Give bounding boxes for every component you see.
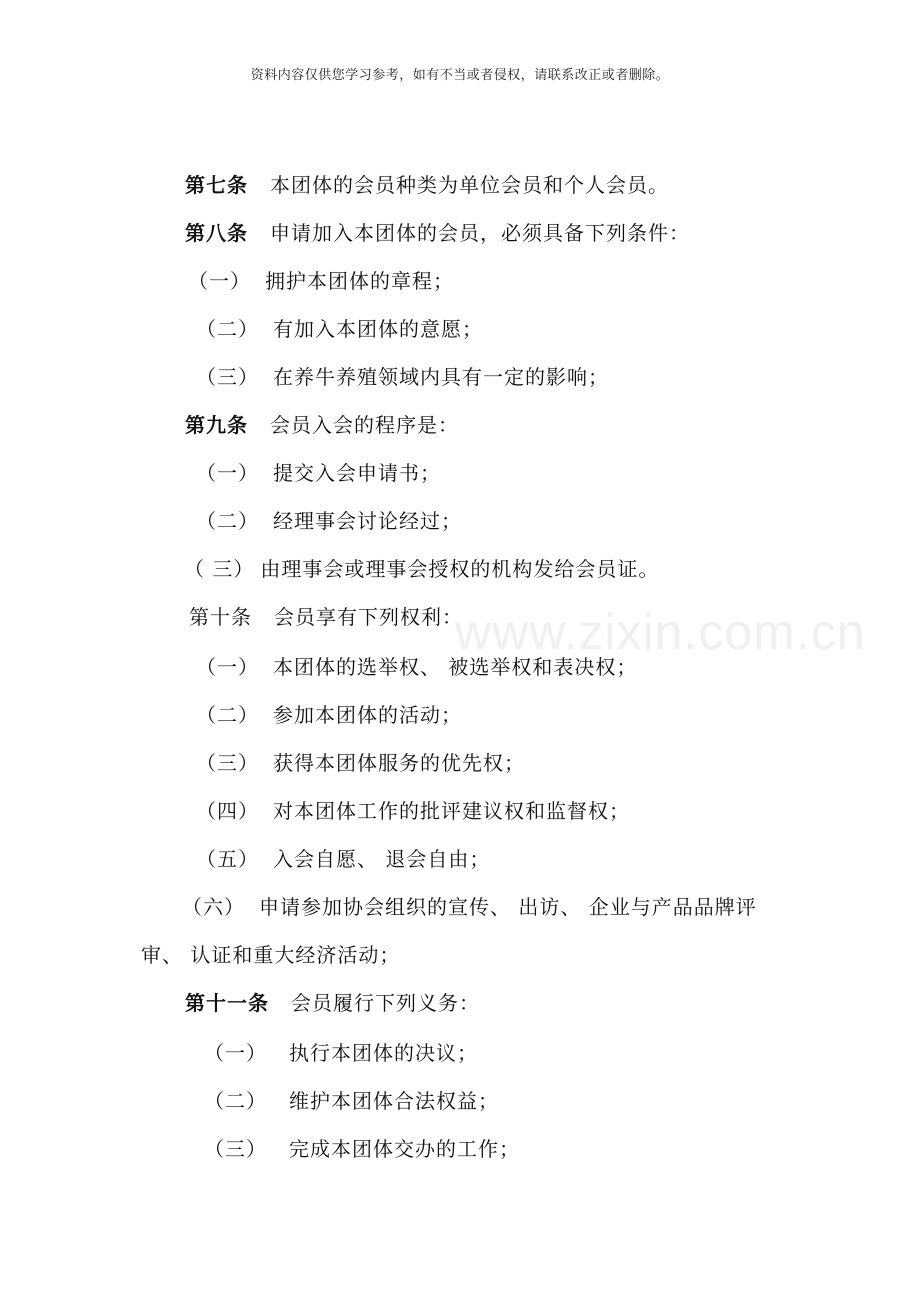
article-10-item-6 [182,894,757,920]
item-number: （二） [196,703,259,727]
article-10-item-2 [196,702,462,728]
article-10-text: 会员享有下列权利： [274,605,463,629]
item-text: 提交入会申请书； [273,461,441,485]
item-number: （一） [188,269,251,293]
item-text: 完成本团体交办的工作； [289,1137,520,1161]
article-10-item-3 [196,750,525,776]
item-text: 本团体的选举权、 被选举权和表决权； [273,655,638,679]
article-9-item-1 [196,460,441,486]
item-number: （六） [182,895,245,919]
article-7-text: 本团体的会员种类为单位会员和个人会员。 [270,173,669,197]
item-text: 入会自愿、 退会自由； [273,847,491,871]
item-number: （二） [196,317,259,341]
article-10 [189,604,463,630]
item-text: 参加本团体的活动； [273,703,462,727]
article-9-label: 第九条 [185,413,248,437]
item-number: （二） [204,1089,267,1113]
item-text: 获得本团体服务的优先权； [273,751,525,775]
item-number: （三） [196,751,259,775]
item-text: 执行本团体的决议； [289,1041,478,1065]
article-8-item-3 [196,364,609,390]
article-10-item-1 [196,654,637,680]
article-10-item-5 [196,846,490,872]
article-11-label: 第十一条 [185,991,269,1015]
article-11-item-3 [204,1136,520,1162]
item-text-continuation: 审、 认证和重大经济活动； [141,943,401,967]
item-text: 拥护本团体的章程； [265,269,454,293]
item-number: （四） [196,799,259,823]
item-number: （二） [196,509,259,533]
item-text: 维护本团体合法权益； [289,1089,499,1113]
item-number: （三） [196,365,259,389]
article-10-label: 第十条 [189,605,252,629]
item-number: （三） [204,1137,267,1161]
article-7 [185,172,669,198]
article-10-item-6-continuation [141,942,400,968]
article-8-item-2 [196,316,483,342]
page-header-disclaimer: 资料内容仅供您学习参考，如有不当或者侵权，请联系改正或者删除。 [250,68,670,83]
watermark: www.zixin.com.cn [455,604,866,660]
article-8-text: 申请加入本团体的会员，必须具备下列条件： [270,221,690,245]
item-text: 在养牛养殖领域内具有一定的影响； [273,365,609,389]
item-text: 申请参加协会组织的宣传、 出访、 企业与产品品牌评 [259,895,757,919]
item-number: （一） [196,655,259,679]
article-8-label: 第八条 [185,221,248,245]
item-number: （一） [204,1041,267,1065]
article-7-label: 第七条 [185,173,248,197]
article-10-item-4 [196,798,630,824]
article-9-text: 会员入会的程序是： [270,413,459,437]
article-8-item-1 [188,268,454,294]
item-text: 有加入本团体的意愿； [273,317,483,341]
item-number: （ 三） [184,557,255,581]
article-9-item-2 [196,508,462,534]
item-number: （五） [196,847,259,871]
item-text: 由理事会或理事会授权的机构发给会员证。 [260,557,660,581]
item-text: 对本团体工作的批评建议权和监督权； [273,799,630,823]
article-9-item-3 [184,556,659,582]
article-11-item-2 [204,1088,499,1114]
item-number: （一） [196,461,259,485]
article-11 [185,990,480,1016]
article-11-text: 会员履行下列义务： [291,991,480,1015]
article-11-item-1 [204,1040,478,1066]
article-8 [185,220,690,246]
article-9 [185,412,459,438]
item-text: 经理事会讨论经过； [273,509,462,533]
